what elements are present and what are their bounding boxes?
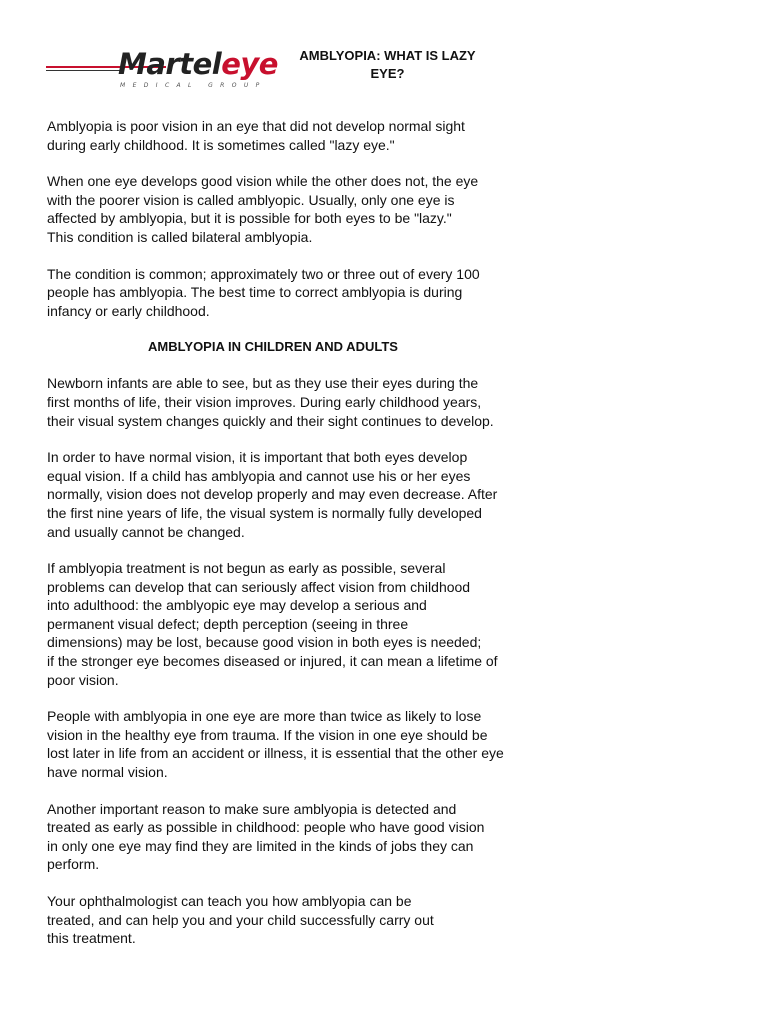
document-body: [47, 117, 517, 966]
document-title: AMBLYOPIA: WHAT IS LAZY EYE?: [299, 48, 476, 81]
paragraph: People with amblyopia in one eye are more than twice as likely to lose vision in the healthy eye from trauma. If the vision in one eye should be lost later in life from an accident or illness, it is essential that the other eye have normal vision.: [47, 708, 504, 781]
paragraph: Amblyopia is poor vision in an eye that did not develop normal sight during early childhood. It is sometimes called "lazy eye.": [47, 118, 465, 153]
paragraph: The condition is common; approximately two or three out of every 100 people has amblyopia. The best time to correct amblyopia is during infancy or early childhood.: [47, 265, 480, 319]
paragraph: When one eye develops good vision while the other does not, the eye with the poorer vision is called amblyopic. Usually, only one eye is affected by amblyopia, but it is possible for both eyes to be "lazy." This condition is called bilateral amblyopia.: [47, 173, 479, 245]
paragraph: Another important reason to make sure amblyopia is detected and treated as early as possible in childhood: people who have good vision in only one eye may find they are limited in the kinds of jobs they can perform.: [47, 800, 485, 873]
marteleye-logo: [46, 44, 278, 96]
paragraph: In order to have normal vision, it is important that both eyes develop equal vision. If a child has amblyopia and cannot use his or her eyes normally, vision does not develop properly and may even decrease. After the first nine years of life, the visual system is normally fully developed and usually cannot be changed.: [47, 449, 498, 540]
logo-wordmark: [118, 46, 278, 82]
logo-dark-line: [46, 70, 120, 71]
logo-word-dark: Martel: [118, 47, 222, 81]
paragraph: If amblyopia treatment is not begun as early as possible, several problems can develop that can seriously affect vision from childhood into adulthood: the amblyopic eye may develop a serious and permanent visual defect; depth perception (seeing in three dimensions) may be lost, because good vision in both eyes is needed; if the stronger eye becomes diseased or injured, it can mean a lifetime of poor vision.: [47, 560, 498, 688]
logo-subtitle: MEDICAL GROUP: [120, 82, 267, 89]
logo-word-red: eye: [221, 47, 278, 81]
section-heading: AMBLYOPIA IN CHILDREN AND ADULTS: [148, 339, 398, 355]
paragraph: Newborn infants are able to see, but as they use their eyes during the first months of life, their vision improves. During early childhood years, their visual system changes quickly and their sight continues to develop.: [47, 375, 494, 429]
paragraph: Your ophthalmologist can teach you how amblyopia can be treated, and can help you and your child successfully carry out this treatment.: [47, 893, 434, 947]
